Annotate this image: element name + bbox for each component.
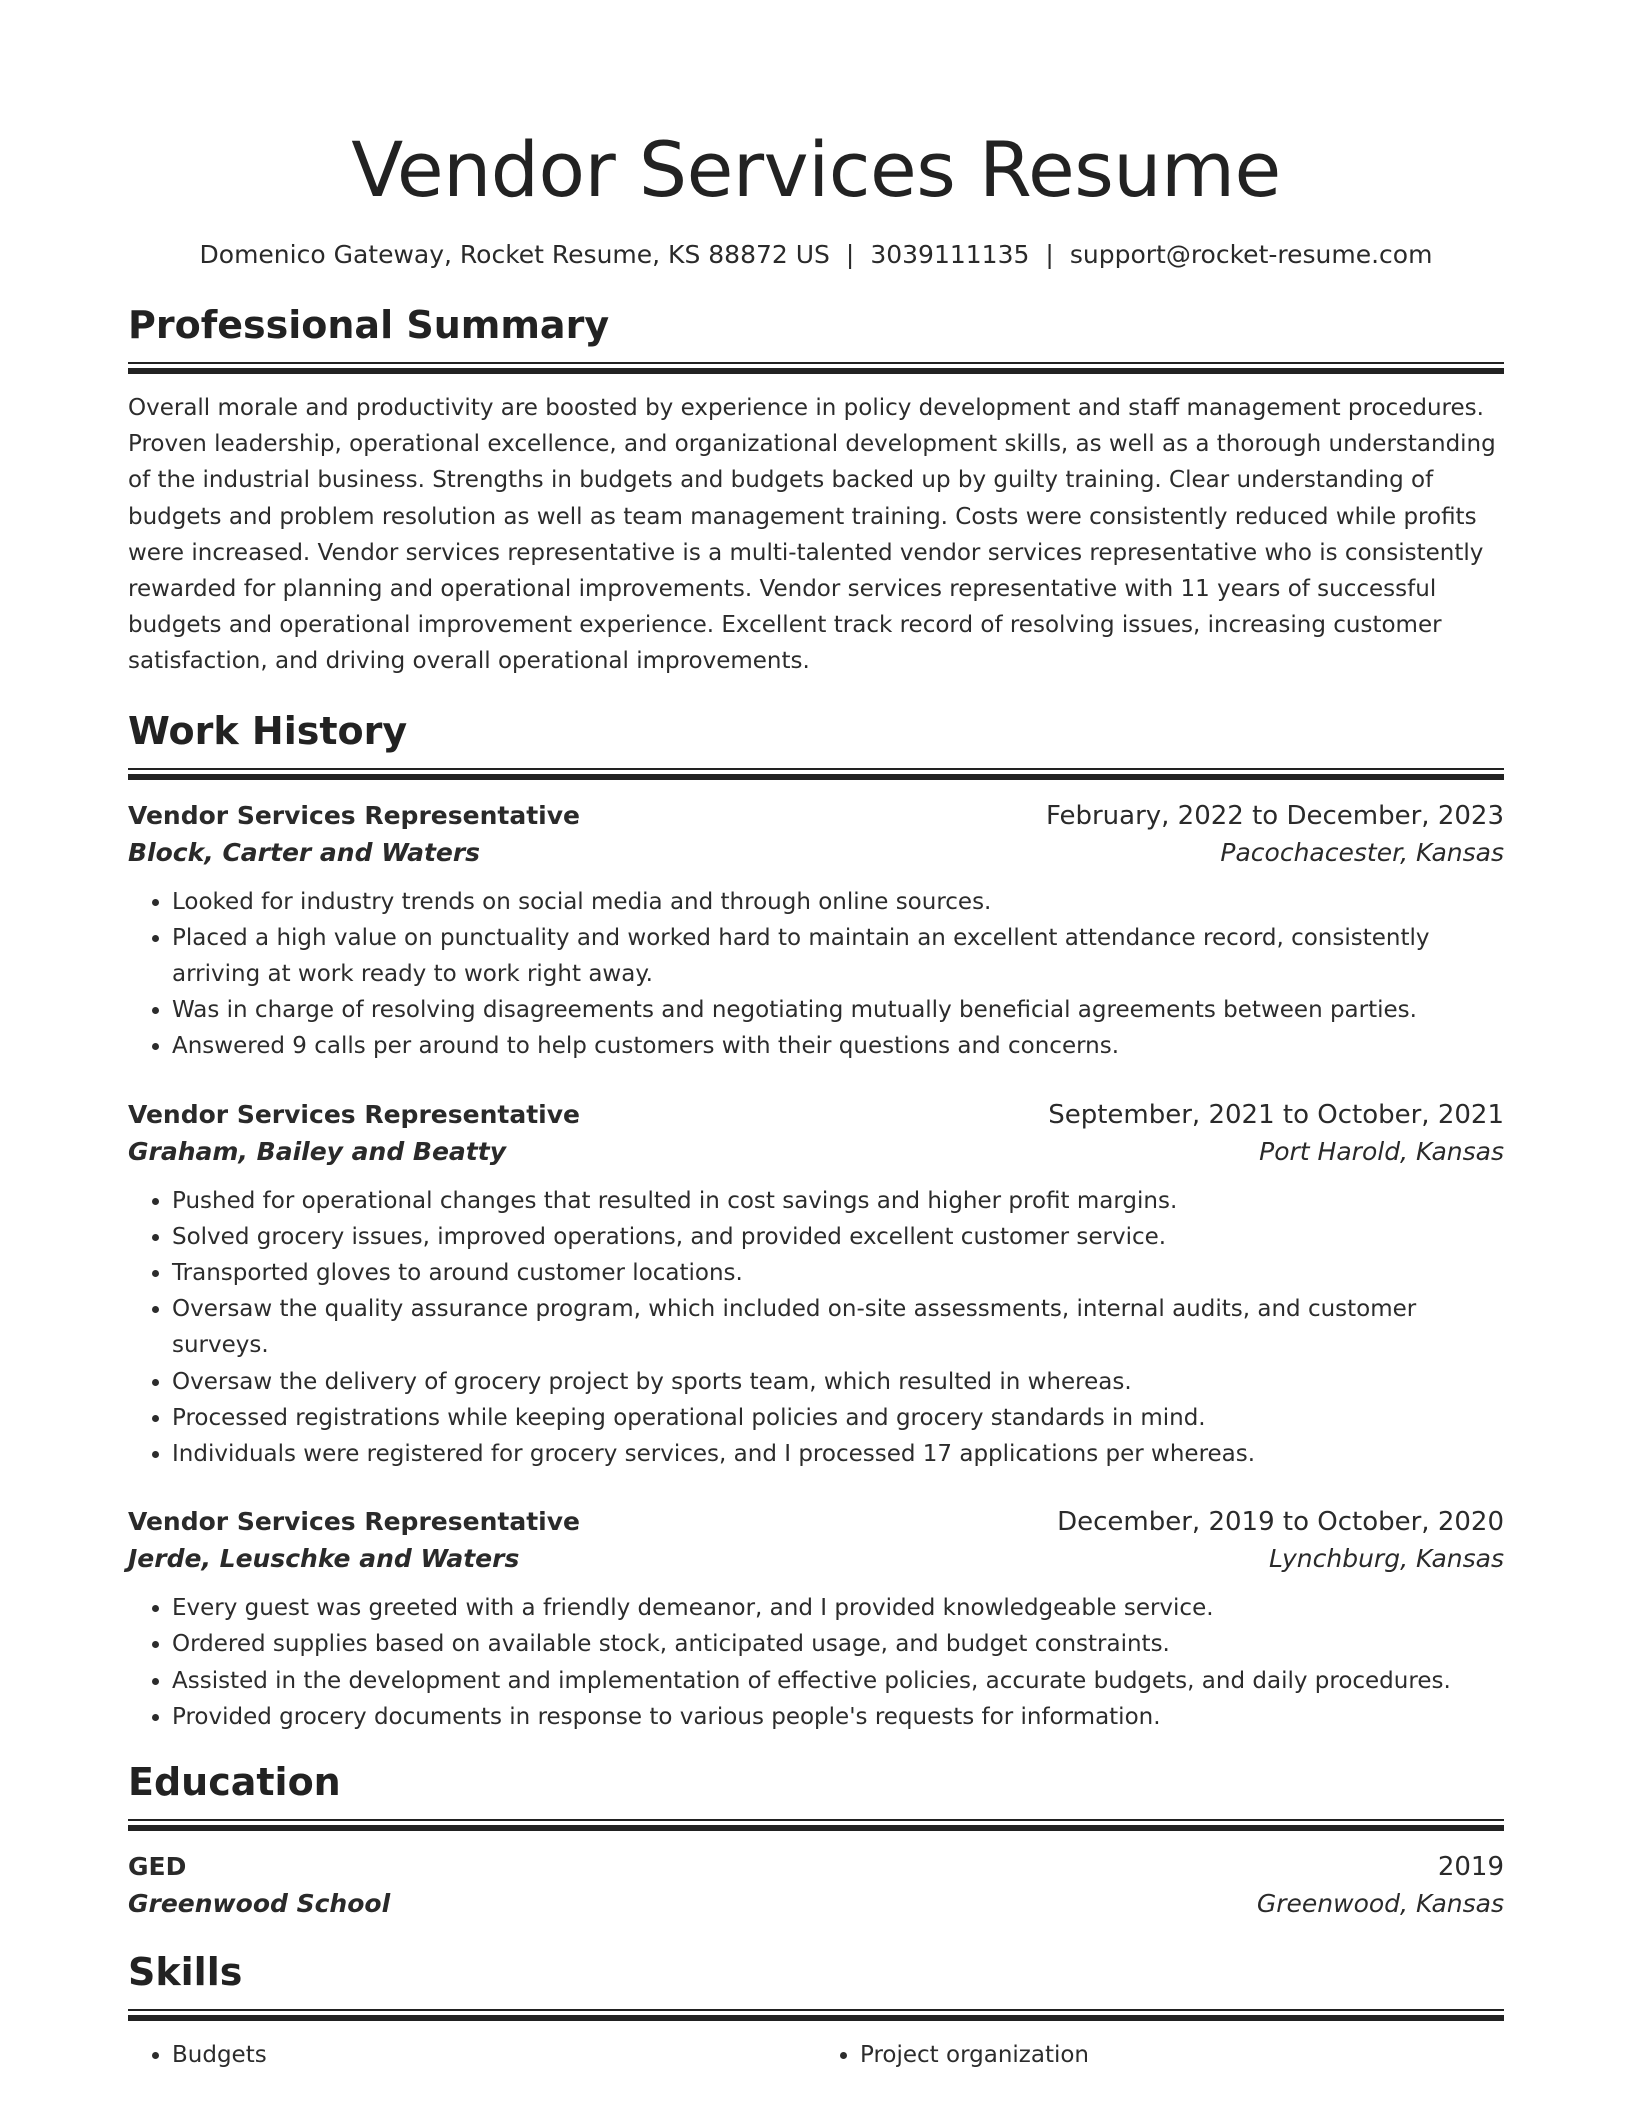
job-subheader xyxy=(128,1540,1504,1578)
list-item: • Provided grocery documents in response to various people's requests for information. xyxy=(172,1699,1504,1735)
job-entry xyxy=(128,798,1504,1065)
resume-page xyxy=(128,118,1504,2073)
job-dates: December, 2019 to October, 2020 xyxy=(1057,1507,1504,1538)
job-header xyxy=(128,798,1504,834)
job-company: Graham, Bailey and Beatty xyxy=(128,1136,507,1166)
list-item: • Was in charge of resolving disagreements and negotiating mutually beneficial agreements between parties. xyxy=(172,992,1504,1028)
list-item: • Individuals were registered for grocery services, and I processed 17 applications per whereas. xyxy=(172,1436,1504,1472)
contact-phone: 3039111135 xyxy=(870,240,1030,269)
skills-column-1 xyxy=(128,2037,816,2073)
job-title: Vendor Services Representative xyxy=(128,1507,580,1537)
list-item: • Processed registrations while keeping operational policies and grocery standards in mind. xyxy=(172,1400,1504,1436)
skills-column-2 xyxy=(816,2037,1504,2073)
list-item: • Every guest was greeted with a friendly demeanor, and I provided knowledgeable service. xyxy=(172,1590,1504,1626)
job-bullets xyxy=(128,1183,1504,1473)
contact-separator: | xyxy=(845,240,855,269)
list-item: • Placed a high value on punctuality and worked hard to maintain an excellent attendance record, consistently arriving at work ready to work right away. xyxy=(172,920,1504,992)
list-item: • Pushed for operational changes that resulted in cost savings and higher profit margins. xyxy=(172,1183,1504,1219)
job-title: Vendor Services Representative xyxy=(128,800,580,830)
job-company: Jerde, Leuschke and Waters xyxy=(128,1544,520,1574)
education-section xyxy=(128,1757,1504,1923)
section-divider xyxy=(128,2009,1504,2021)
job-bullets xyxy=(128,884,1504,1065)
list-item: • Oversaw the delivery of grocery project by sports team, which resulted in whereas. xyxy=(172,1364,1504,1400)
skills-heading: Skills xyxy=(128,1950,243,1995)
job-dates: February, 2022 to December, 2023 xyxy=(1045,800,1504,831)
section-divider xyxy=(128,1819,1504,1831)
list-item: • Solved grocery issues, improved operations, and provided excellent customer service. xyxy=(172,1219,1504,1255)
job-subheader xyxy=(128,1133,1504,1171)
summary-text: Overall morale and productivity are boosted by experience in policy development and staff management procedures. Proven leadership, operational excellence, and organizational development skills, as well as a thorough understanding of the industrial business. Strengths in budgets and budgets backed up by guilty training. Clear understanding of budgets and problem resolution as well as team management training. Costs were consistently reduced while profits were increased. Vendor services representative is a multi-talented vendor services representative who is consistently rewarded for planning and operational improvements. Vendor services representative with 11 years of successful budgets and operational improvement experience. Excellent track record of resolving issues, increasing customer satisfaction, and driving overall operational improvements. xyxy=(128,395,1496,675)
education-degree: GED xyxy=(128,1852,187,1882)
job-subheader xyxy=(128,834,1504,872)
summary-section xyxy=(128,300,1504,680)
section-divider xyxy=(128,768,1504,780)
list-item: • Ordered supplies based on available stock, anticipated usage, and budget constraints. xyxy=(172,1626,1504,1662)
job-location: Lynchburg, Kansas xyxy=(1268,1544,1504,1574)
skills-section xyxy=(128,1947,1504,2073)
job-entry xyxy=(128,1504,1504,1735)
job-company: Block, Carter and Waters xyxy=(128,837,481,867)
education-header xyxy=(128,1849,1504,1885)
work-history-heading: Work History xyxy=(128,708,408,753)
job-location: Pacochacester, Kansas xyxy=(1220,837,1504,867)
list-item: • Project organization xyxy=(860,2037,1504,2073)
contact-address: Domenico Gateway, Rocket Resume, KS 88872 US xyxy=(199,240,830,269)
list-item: • Budgets xyxy=(172,2037,816,2073)
work-history-section xyxy=(128,706,1504,1735)
job-location: Port Harold, Kansas xyxy=(1259,1136,1504,1166)
contact-separator: | xyxy=(1045,240,1054,269)
job-entry xyxy=(128,1097,1504,1473)
job-header xyxy=(128,1097,1504,1133)
education-subheader xyxy=(128,1885,1504,1923)
skills-grid xyxy=(128,2037,1504,2073)
contact-line xyxy=(128,238,1504,272)
list-item: • Looked for industry trends on social media and through online sources. xyxy=(172,884,1504,920)
job-dates: September, 2021 to October, 2021 xyxy=(1048,1099,1504,1130)
list-item: • Oversaw the quality assurance program, which included on-site assessments, internal audits, and customer surveys. xyxy=(172,1291,1504,1363)
education-heading: Education xyxy=(128,1760,341,1805)
job-title: Vendor Services Representative xyxy=(128,1099,580,1129)
education-location: Greenwood, Kansas xyxy=(1256,1889,1504,1919)
list-item: • Answered 9 calls per around to help customers with their questions and concerns. xyxy=(172,1028,1504,1064)
list-item: • Assisted in the development and implementation of effective policies, accurate budgets, and daily procedures. xyxy=(172,1663,1504,1699)
education-year: 2019 xyxy=(1437,1852,1504,1883)
job-bullets xyxy=(128,1590,1504,1735)
education-school: Greenwood School xyxy=(128,1889,391,1919)
section-divider xyxy=(128,362,1504,374)
job-header xyxy=(128,1504,1504,1540)
list-item: • Transported gloves to around customer locations. xyxy=(172,1255,1504,1291)
resume-title: Vendor Services Resume xyxy=(351,125,1281,214)
contact-email: support@rocket-resume.com xyxy=(1069,240,1433,269)
summary-heading: Professional Summary xyxy=(128,303,610,347)
